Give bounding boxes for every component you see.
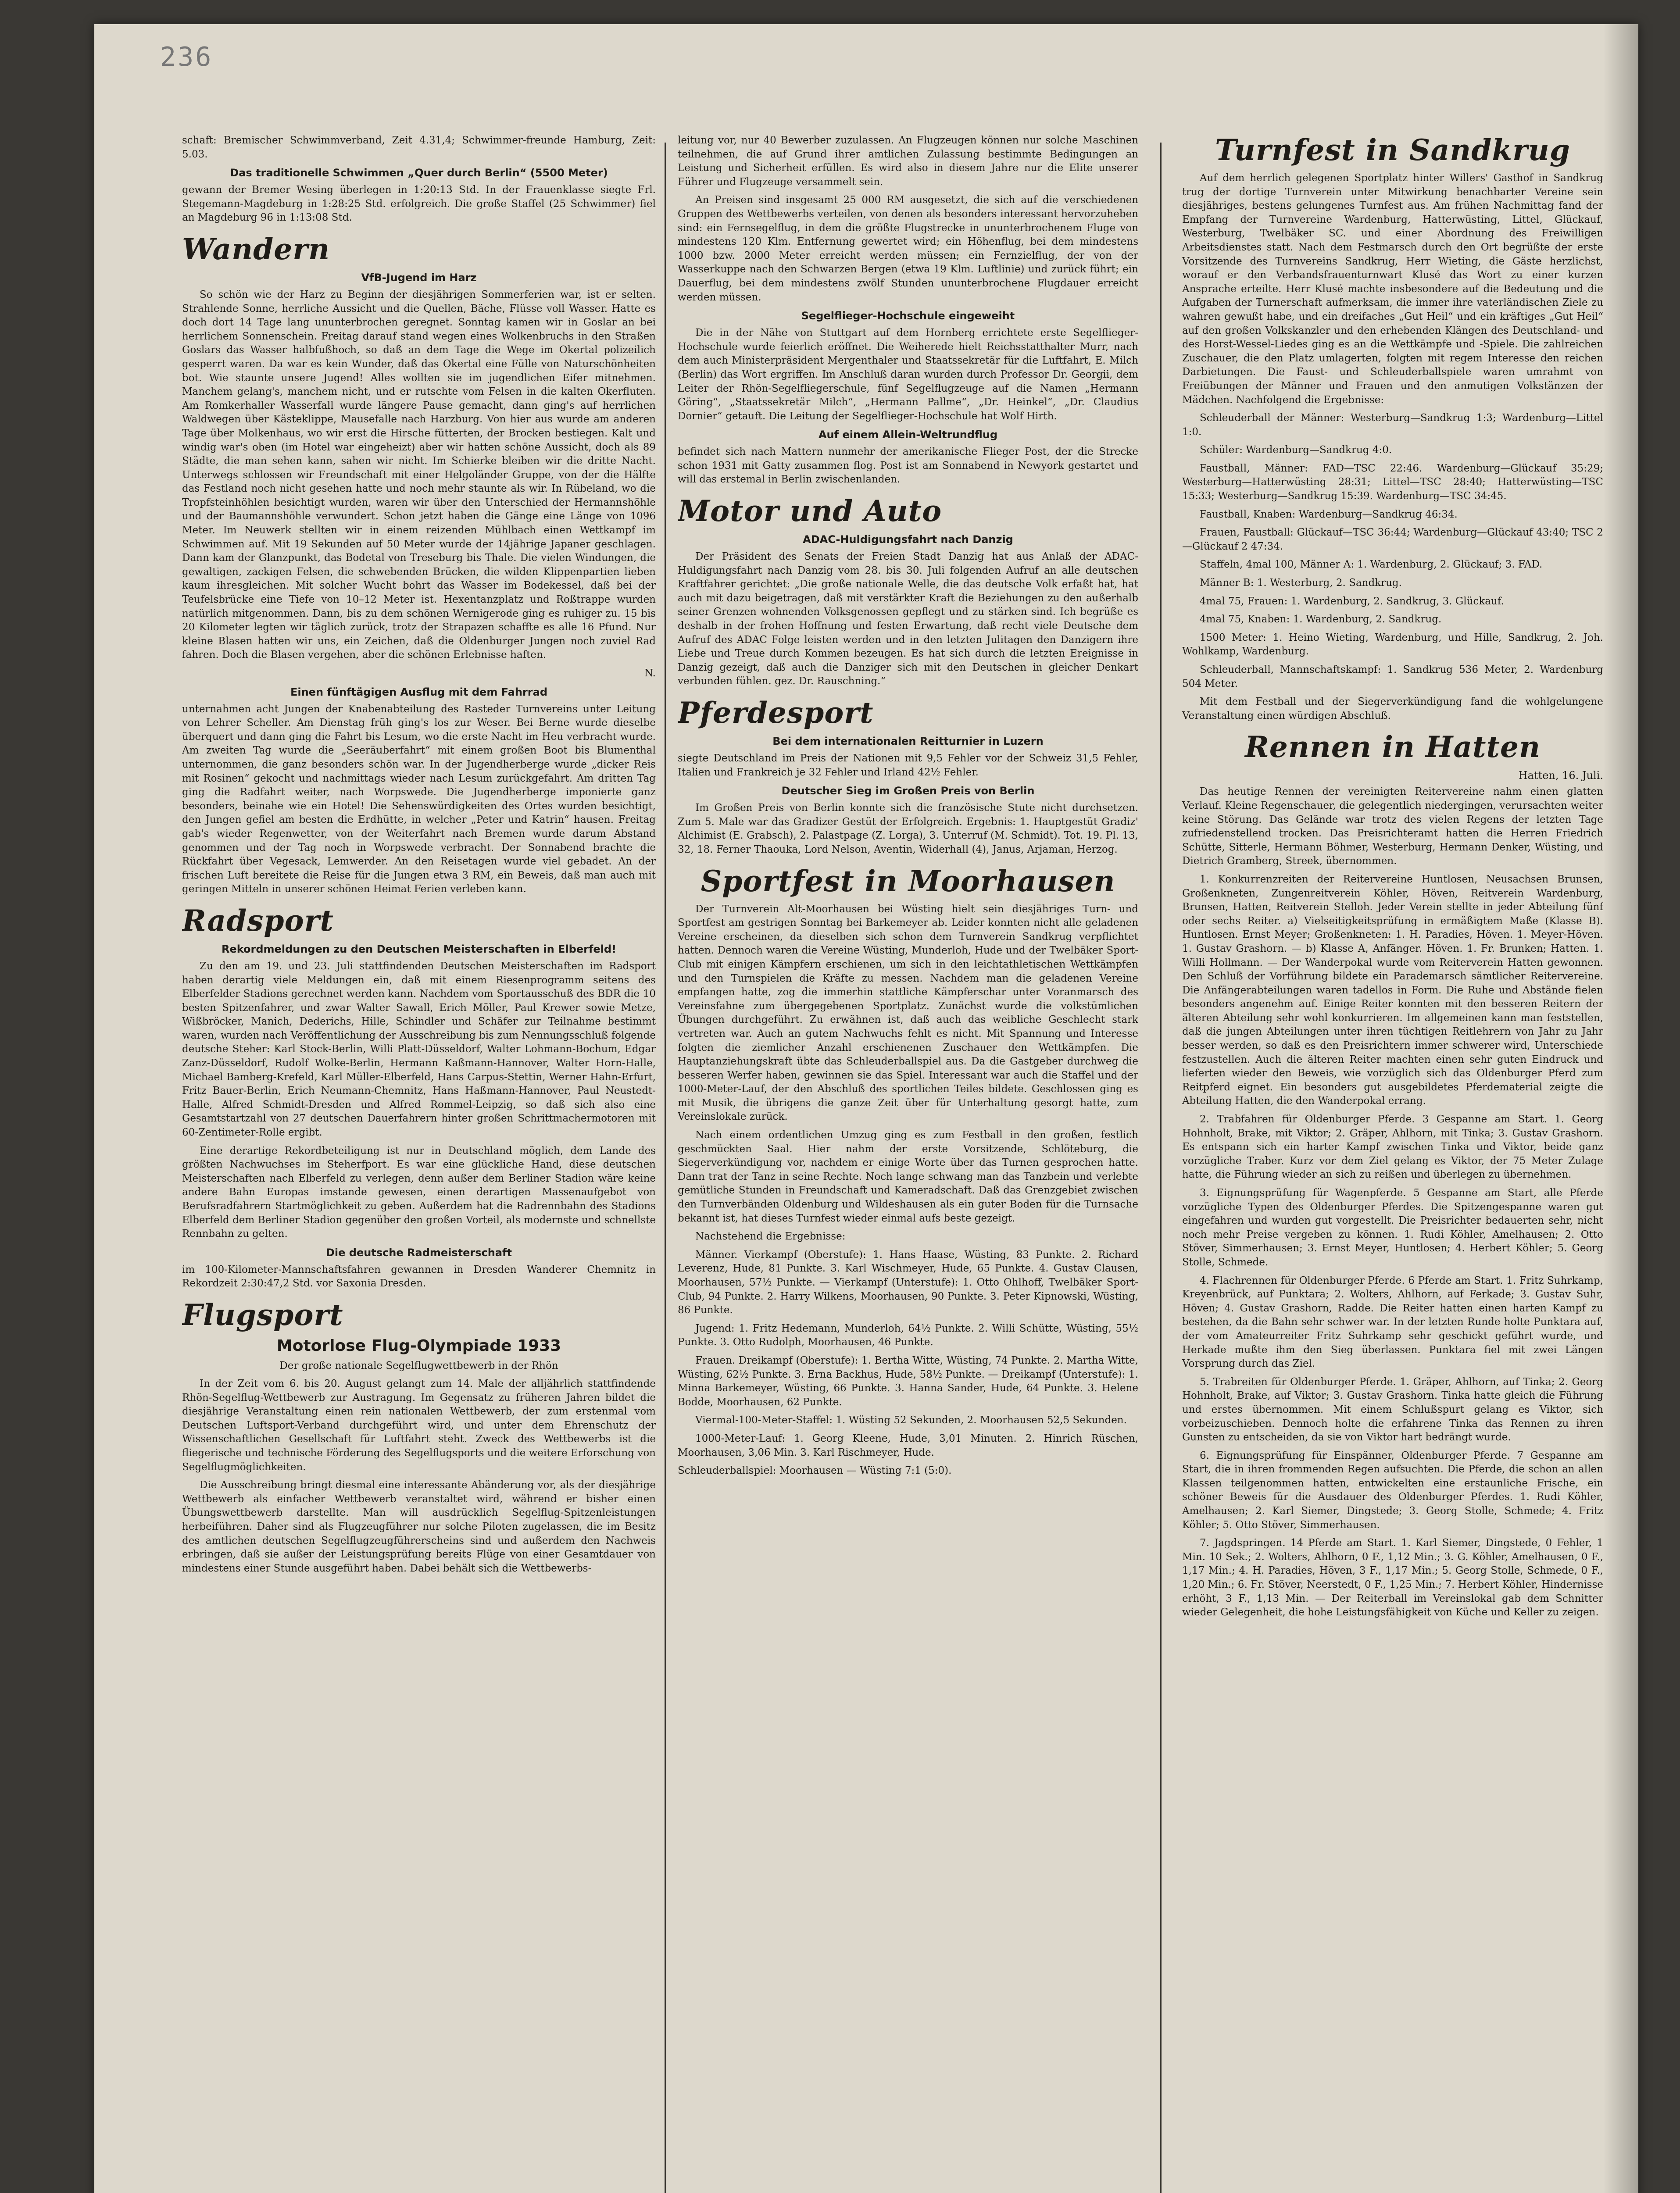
article-text: schaft: Bremischer Schwimmverband, Zeit 4.31,4; Schwimmer-freunde Hamburg, Zeit: 5.03. — [182, 135, 656, 160]
article-text: befindet sich nach Mattern nunmehr der amerikanische Flieger Post, der die Strecke schon 1931 mit Gatty zusammen flog. Post ist am Sonnabend in Newyork gestartet und will das erstemal in Berlin zwischenlanden. — [678, 446, 1138, 486]
section-heading-flugsport: Flugsport — [182, 1297, 343, 1332]
column-rule — [1160, 143, 1162, 2193]
article-text: Nach einem ordentlichen Umzug ging es zum Festball in den großen, festlich geschmückten Saal. Hier nahm der erste Vorsitzende, Schlöteburg, die Siegerverkündigung vor, nachdem er einige Worte über das Turnen gesprochen hatte. Dann trat der Tanz in seine Rechte. Noch lange schwang man das Tanzbein und verlebte gemütliche Stunden in Freundschaft und Kameradschaft. Daß das Grenzgebiet zwischen den Turnverbänden Oldenburg und Wildeshausen als ein guter Boden für die Turnsache bekannt ist, hat dieses Turnfest wieder einmal aufs beste gezeigt. — [678, 1129, 1138, 1224]
article-text: Die Ausschreibung bringt diesmal eine interessante Abänderung vor, als der diesjährige Wettbewerb als einfacher Wettbewerb veranstaltet wird, während er bisher einen Übungswettbewerb darstellte. Man will ausdrücklich Segelflug-Spitzenleistungen herbeiführen. Daher sind als Flugzeugführer nur solche Piloten zugelassen, die im Besitz des amtlichen deutschen Segelflugzeugführerscheins sind und außerdem den Nachweis erbringen, daß sie außer der Leistungsprüfung bereits Flüge von einer Gesamtdauer von mindestens einer Stunde ausgeführt haben. Dabei behält sich die Wettbewerbs- — [182, 1479, 656, 1574]
section-heading-sportfest: Sportfest in Moorhausen — [701, 864, 1115, 898]
dateline: Hatten, 16. Juli. — [1518, 769, 1603, 782]
article-text: 5. Trabreiten für Oldenburger Pferde. 1. Gräper, Ahlhorn, auf Tinka; 2. Georg Hohnholt, Brake, auf Viktor; 3. Gustav Grashorn. Tinka hatte gleich die Führung und erstes übernommen. Mit einem Schlußspurt gelang es Viktor, sich vorbeizuschieben. Dennoch holte die erfahrene Tinka das Rennen zu ihren Gunsten zu entscheiden, da sie von Viktor hart bedrängt wurde. — [1182, 1376, 1603, 1443]
section-heading-pferdesport: Pferdesport — [678, 696, 874, 730]
subheading: Bei dem internationalen Reitturnier in Luzern — [772, 735, 1044, 747]
subheading: Die deutsche Radmeisterschaft — [326, 1246, 512, 1259]
subheading-line: Der große nationale Segelflugwettbewerb in der Rhön — [279, 1360, 558, 1372]
author-signature: N. — [644, 668, 656, 679]
subheading: Motorlose Flug-Olympiade 1933 — [276, 1336, 561, 1355]
results-text: 4mal 75, Frauen: 1. Wardenburg, 2. Sandkrug, 3. Glückauf. — [1200, 595, 1504, 607]
article-text: An Preisen sind insgesamt 25 000 RM ausgesetzt, die sich auf die verschiedenen Gruppen des Wettbewerbs verteilen, von denen als besonders interessant hervorzuheben sind: ein Fernsegelflug, in dem die größte Flugstrecke in ununterbrochenem Fluge von mindestens 120 Klm. Entfernung gewertet wird; ein Höhenflug, bei dem mindestens 1000 bzw. 2000 Meter erreicht werden müssen; ein Fernzielflug, der von der Wasserkuppe nach den Schwarzen Bergen (etwa 19 Klm. Luftlinie) und zurück führt; ein Dauerflug, bei dem mindestens zwölf Stunden ununterbrochene Flugdauer erreicht werden müssen. — [678, 194, 1138, 303]
page-shadow — [1603, 24, 1638, 2193]
section-heading-radsport: Radsport — [182, 903, 334, 938]
column-rule — [665, 143, 666, 2193]
article-text: 1. Konkurrenzreiten der Reitervereine Huntlosen, Neusachsen Brunsen, Großenkneten, Zungenreitverein Köhler, Höven, Reitverein Wardenburg, Brunsen, Hatten, Reitverein Stelloh. Jeder Verein stellte in jeder Abteilung fünf oder sechs Reiter. a) Vielseitigkeitsprüfung in ermäßigtem Maße (Klasse B). Huntlosen. Ernst Meyer; Großenkneten: 1. H. Paradies, Höven. 1. Meyer-Höven. 1. Gustav Grashorn. — b) Klasse A, Anfänger. Höven. 1. Fr. Brunken; Hatten. 1. Willi Hollmann. — Der Wanderpokal wurde vom Reiterverein Hatten gewonnen. Den Schluß der Vorführung bildete ein Parademarsch sämtlicher Reitervereine. Die Anfängerabteilungen waren tadellos in Form. Die Ruhe und Abstände fielen besonders angenehm auf. Einige Reiter konnten mit den besseren Reitern der älteren Abteilung sehr wohl konkurrieren. Im allgemeinen kann man feststellen, daß die jungen Abteilungen unter ihren tüchtigen Reitlehrern von Jahr zu Jahr besser werden, so daß es den Preisrichtern immer schwerer wird, Unterschiede festzustellen. Auch die älteren Reiter machten einen sehr guten Eindruck und lieferten wieder den Beweis, wie vorzüglich sich das Oldenburger Pferd zum Reitpferd eignet. Ein besonders gut ausgebildetes Pferdematerial zeigte die Abteilung Hatten, die den Wanderpokal errang. — [1182, 873, 1603, 1107]
results-text: Faustball, Männer: FAD—TSC 22:46. Wardenburg—Glückauf 35:29; Westerburg—Hatterwüsting 28:31; Littel—TSC 28:40; Hatterwüsting—TSC 15:33; Westerburg—Sandkrug 15:39. Wardenburg—TSC 34:45. — [1182, 462, 1603, 502]
article-text: So schön wie der Harz zu Beginn der diesjährigen Sommerferien war, ist er selten. Strahlende Sonne, herrliche Aussicht und die Quellen, Bäche, Flüsse voll Wasser. Hatte es doch dort 14 Tage lang ununterbrochen geregnet. Sonntag kamen wir in Goslar an bei herrlichem Sonnenschein. Freitag darauf stand wegen eines Wolkenbruchs in den Straßen Goslars das Wasser halbfußhoch, so daß an dem Tage die Wege im Okertal polizeilich gesperrt waren. Da war es kein Wunder, daß das Okertal eine Fülle von Naturschönheiten bot. Wie staunte unsere Jugend! Alles wollten sie im jugendlichen Eifer mitnehmen. Manchem gelang's, manchem nicht, und er rutschte vom Felsen in die kalten Okerfluten. Am Romkerhaller Wasserfall wurde längere Pause gemacht, dann ging's auf herrlichen Waldwegen über Kästeklippe, Mausefalle nach Harzburg. Von hier aus wurde am anderen Tage über Molkenhaus, wo wir erst die Hirsche fütterten, der Brocken bestiegen. Kalt und windig war's oben (im Hotel war eingeheizt) aber wir hatten schöne Aussicht, doch als 89 Städte, die man sehen kann, sahen wir nicht. Im Schierke bleiben wir die dritte Nacht. Unterwegs schlossen wir Freundschaft mit einer Helgoländer Gruppe, von der die Hälfte das Festland noch nicht gesehen hatte und noch mehr staunte als wir. In Rübeland, wo die Tropfsteinhöhlen besichtigt wurden, waren wir über den Unterschied der Hermannshöhle und der Baumannshöhle verwundert. Schon jetzt haben die Gänge eine Länge von 1096 Meter. Im Neuwerk stellten wir in einem reizenden Mühlbach einen Wettkampf im Schwimmen auf. Mit 19 Sekunden auf 50 Meter wurde der 14jährige Japaner geschlagen. Dann kam der Glanzpunkt, das Bodetal von Treseburg bis Thale. Die vielen Windungen, die gewaltigen, zackigen Felsen, die schwebenden Brücken, die wilden Klippenpartien lieben kaum ihresgleichen. Mit solcher Wucht bohrt das Wasser im Bodekessel, daß bei der Teufelsbrücke eine Tiefe von 10–12 Meter ist. Hexentanzplatz und Roßtrappe wurden natürlich mitgenommen. Dann, bis zu dem schönen Wernigerode ging es ruhiger zu. 15 bis 20 Kilometer legten wir täglich zurück, trotz der Strapazen schaffte es alle 16 Pfund. Nur kleine Blasen hatten wir uns, ein Zeichen, daß die Oldenburger Jungen noch zuviel Rad fahren. Doch die Blasen vergehen, aber die schönen Erlebnisse haften. — [182, 289, 656, 661]
results-text: Staffeln, 4mal 100, Männer A: 1. Wardenburg, 2. Glückauf; 3. FAD. — [1200, 559, 1543, 571]
subheading: Das traditionelle Schwimmen „Quer durch Berlin“ (5500 Meter) — [230, 167, 608, 179]
article-text: 2. Trabfahren für Oldenburger Pferde. 3 Gespanne am Start. 1. Georg Hohnholt, Brake, mit Viktor; 2. Gräper, Ahlhorn, mit Tinka; 3. Gustav Grashorn. Es entspann sich ein harter Kampf zwischen Tinka und Viktor, beide ganz vorzügliche Traber. Kurz vor dem Ziel gelang es Viktor, der 75 Meter Zulage hatte, die Führung wieder an sich zu reißen und überlegen zu übernehmen. — [1182, 1114, 1603, 1181]
article-text: Der Präsident des Senats der Freien Stadt Danzig hat aus Anlaß der ADAC-Huldigungsfahrt nach Danzig vom 28. bis 30. Juli folgenden Aufruf an alle deutschen Kraftfahrer gerichtet: „Die große nationale Welle, die das deutsche Volk erfaßt hat, hat auch mit dazu beigetragen, daß mit verstärkter Kraft die Beziehungen zu den außerhalb seiner Grenzen wohnenden Volksgenossen gepflegt und zu stärken sind. Ich begrüße es deshalb in der frohen Hoffnung und festen Erwartung, daß recht viele Deutsche dem Aufruf des ADAC Folge leisten werden und in den letzten Julitagen den Danzigern ihre Liebe und Treue durch Kommen bezeugen. Es hat sich durch die letzten Ereignisse in Danzig gezeigt, daß auch die Danziger sich mit den Deutschen in gleicher Denkart verbunden fühlen. gez. Dr. Rauschning.“ — [678, 551, 1138, 687]
results-text: Schleuderball der Männer: Westerburg—Sandkrug 1:3; Wardenburg—Littel 1:0. — [1182, 412, 1603, 438]
results-text: Faustball, Knaben: Wardenburg—Sandkrug 46:34. — [1200, 508, 1458, 520]
column-middle — [678, 134, 1138, 2193]
subheading: Auf einem Allein-Weltrundflug — [818, 429, 998, 441]
article-text: Auf dem herrlich gelegenen Sportplatz hinter Willers' Gasthof in Sandkrug trug der dortige Turnverein unter Mitwirkung benachbarter Vereine sein diesjähriges, bestens gelungenes Turnfest aus. Am frühen Nachmittag fand der Empfang der Turnvereine Wardenburg, Hatterwüsting, Littel, Glückauf, Westerburg, Twelbäker SC. und einer Abordnung des Freiwilligen Arbeitsdienstes statt. Nach dem Festmarsch durch den Ort begrüßte der erste Vorsitzende des Turnvereins Sandkrug, Herr Wieting, die Gäste herzlichst, worauf er den Verbandsfrauenturnwart Klusé das Wort zu einer kurzen Ansprache erteilte. Herr Klusé machte insbesondere auf die Bedeutung und die Aufgaben der Turnerschaft aufmerksam, die immer ihre vaterländischen Ziele zu wahren gewußt habe, und ein dreifaches „Gut Heil“ und ein kräftiges „Gut Heil“ auf den großen Volkskanzler und den erhebenden Klängen des Deutschland- und des Horst-Wessel-Liedes ging es an die Wettkämpfe und -Spiele. Die zahlreichen Zuschauer, die den Platz umlagerten, folgten mit regem Interesse den reichen Darbietungen. Die Faust- und Schleuderballspiele waren umrahmt von Freiübungen der Männer und Frauen und den anmutigen Volkstänzen der Mädchen. Nachfolgend die Ergebnisse: — [1182, 172, 1603, 406]
article-text: Nachstehend die Ergebnisse: — [695, 1231, 846, 1243]
article-text: Mit dem Festball und der Siegerverkündigung fand die wohlgelungene Veranstaltung einen würdigen Abschluß. — [1182, 696, 1603, 721]
subheading: Segelflieger-Hochschule eingeweiht — [801, 310, 1015, 322]
article-text: Die in der Nähe von Stuttgart auf dem Hornberg errichtete erste Segelflieger-Hochschule wurde feierlich eröffnet. Die Weiherede hielt Reichsstatthalter Murr, nach dem auch Ministerpräsident Mergenthaler und Staatssekretär für die Luftfahrt, E. Milch (Berlin) das Wort ergriffen. Im Anschluß daran wurden durch Professor Dr. Georgii, dem Leiter der Rhön-Segelfliegerschule, fünf Segelflugzeuge auf die Namen „Hermann Göring“, „Staatssekretär Milch“, „Hermann Pallme“, „Dr. Heinkel“, „Dr. Claudius Dornier“ getauft. Die Leitung der Segelflieger-Hochschule hat Wolf Hirth. — [678, 327, 1138, 422]
subheading: Einen fünftägigen Ausflug mit dem Fahrrad — [290, 686, 547, 698]
article-text: Eine derartige Rekordbeteiligung ist nur in Deutschland möglich, dem Lande des größten Nachwuchses im Steherfport. Es war eine glückliche Hand, diese deutschen Meisterschaften nach Elberfeld zu verlegen, denn außer dem Berliner Stadion wäre keine andere Bahn Europas imstande gewesen, einen derartigen Massenaufgebot von Berufsradfahrern Startmöglichkeit zu geben. Außerdem hat die Radrennbahn des Stadions Elberfeld dem Berliner Stadion gegenüber den großen Vorteil, als modernste und schnellste Rennbahn zu gelten. — [182, 1145, 656, 1240]
page-number: 236 — [160, 42, 213, 72]
results-text: Frauen, Faustball: Glückauf—TSC 36:44; Wardenburg—Glückauf 43:40; TSC 2—Glückauf 2 47:34. — [1182, 527, 1603, 552]
article-text: leitung vor, nur 40 Bewerber zuzulassen. An Flugzeugen können nur solche Maschinen teilnehmen, die auf Grund ihrer amtlichen Zulassung bestimmte Bedingungen an Leistung und Sicherheit erfüllen. Es wird also in diesem Jahre nur die Elite unserer Führer und Flugzeuge versammelt sein. — [678, 135, 1138, 188]
article-text: im 100-Kilometer-Mannschaftsfahren gewannen in Dresden Wanderer Chemnitz in Rekordzeit 2:30:47,2 Std. vor Saxonia Dresden. — [182, 1264, 656, 1289]
results-text: Männer B: 1. Westerburg, 2. Sandkrug. — [1200, 577, 1402, 589]
article-text: unternahmen acht Jungen der Knabenabteilung des Rasteder Turnvereins unter Leitung von Lehrer Scheller. Am Dienstag früh ging's los zur Weser. Bei Berne wurde dieselbe überquert und dann ging die Fahrt bis Lesum, wo die erste Nacht im Heu verbracht wurde. Am zweiten Tag wurde die „Seeräuberfahrt“ mit einem großen Boot bis Blumenthal unternommen, die ganz besonders schön war. In der Jugendherberge wurde „dicker Reis mit Rosinen“ gekocht und nachmittags wieder nach Lesum zurückgefahrt. Am dritten Tag ging die Radfahrt weiter, nach Worpswede. Die Jugendherberge imponierte ganz besonders, beinahe wie ein Hotel! Die Sehenswürdigkeiten des Ortes wurden besichtigt, den Jungen gefiel am besten die Erdhütte, in welcher „Peter und Katrin“ hausen. Freitag gab's wieder Regenwetter, von der Weiterfahrt nach Bremen wurde darum Abstand genommen und der Tag noch in Worpswede verbracht. Der Sonnabend brachte die Rückfahrt über Vegesack, Lemwerder. An den Reisetagen wurde viel gebadet. An der frischen Luft bereitete die Reise für die Jungen etwa 3 RM, ein Beweis, daß man auch mit geringen Mitteln in unserer schönen Heimat Ferien verleben kann. — [182, 703, 656, 895]
article-text: In der Zeit vom 6. bis 20. August gelangt zum 14. Male der alljährlich stattfindende Rhön-Segelflug-Wettbewerb zur Austragung. Im Gegensatz zu früheren Jahren bildet die diesjährige Veranstaltung einen rein nationalen Wettbewerb, der zum erstenmal vom Deutschen Luftsport-Verband durchgeführt wird, und unter dem Ehrenschutz der Wissenschaftlichen Gesellschaft für Luftfahrt steht. Zweck des Wettbewerbs ist die fliegerische und technische Förderung des Segelflugsports und die weitere Erforschung von Segelflugmöglichkeiten. — [182, 1378, 656, 1473]
subheading: Deutscher Sieg im Großen Preis von Berlin — [781, 785, 1035, 797]
results-text: Schleuderballspiel: Moorhausen — Wüsting 7:1 (5:0). — [678, 1465, 952, 1477]
section-heading-motor: Motor und Auto — [678, 494, 942, 529]
article-text: Zu den am 19. und 23. Juli stattfindenden Deutschen Meisterschaften im Radsport haben derartig viele Meldungen ein, daß mit einem Riesenprogramm seitens des Elberfelder Stadions gerechnet werden kann. Nachdem vom Sportausschuß des BDR die 10 besten Spitzenfahrer, und zwar Walter Sawall, Erich Möller, Paul Krewer sowie Metze, Wißbröcker, Manich, Dederichs, Hille, Schindler und Schäfer zur Teilnahme bestimmt waren, wurden nach Veröffentlichung der Ausschreibung bis zum Nennungsschluß folgende deutsche Steher: Karl Stock-Berlin, Willi Platt-Düsseldorf, Walter Lohmann-Bochum, Edgar Zanz-Düsseldorf, Rudolf Wolke-Berlin, Hermann Kaßmann-Hannover, Walter Horn-Halle, Michael Bamberg-Krefeld, Karl Müller-Elberfeld, Hans Carpus-Stettin, Werner Hahn-Erfurt, Fritz Bauer-Berlin, Erich Neumann-Chemnitz, Hans Haßmann-Hannover, Paul Neustedt-Halle, Alfred Schmidt-Dresden und Alfred Rommel-Leipzig, so daß sich also eine Gesamtstartzahl von 27 deutschen Dauerfahrern hinter großen Schrittmachermotoren mit 60-Zentimeter-Rolle ergibt. — [182, 960, 656, 1139]
section-heading-wandern: Wandern — [182, 232, 330, 266]
results-text: Schleuderball, Mannschaftskampf: 1. Sandkrug 536 Meter, 2. Wardenburg 504 Meter. — [1182, 664, 1603, 689]
results-text: Frauen. Dreikampf (Oberstufe): 1. Bertha Witte, Wüsting, 74 Punkte. 2. Martha Witte, Wüsting, 62½ Punkte. 3. Erna Backhus, Hude, 58½ Punkte. — Dreikampf (Unterstufe): 1. Minna Barkemeyer, Wüsting, 66 Punkte. 3. Hanna Sander, Hude, 64 Punkte. 3. Helene Bodde, Moorhausen, 62 Punkte. — [678, 1354, 1138, 1408]
column-left — [182, 134, 656, 2193]
results-text: Männer. Vierkampf (Oberstufe): 1. Hans Haase, Wüsting, 83 Punkte. 2. Richard Leverenz, Hude, 81 Punkte. 3. Karl Wischmeyer, Hude, 65 Punkte. 4. Gustav Clausen, Moorhausen, 57½ Punkte. — Vierkampf (Unterstufe): 1. Otto Ohlhoff, Twelbäker Sport-Club, 94 Punkte. 2. Harry Wilkens, Moorhausen, 90 Punkte. 3. Peter Kipnowski, Wüsting, 86 Punkte. — [678, 1249, 1138, 1316]
newspaper-page — [94, 24, 1638, 2193]
section-heading-rennen: Rennen in Hatten — [1245, 730, 1541, 764]
results-text: 1000-Meter-Lauf: 1. Georg Kleene, Hude, 3,01 Minuten. 2. Hinrich Rüschen, Moorhausen, 3,06 Min. 3. Karl Rischmeyer, Hude. — [678, 1432, 1138, 1458]
article-text: siegte Deutschland im Preis der Nationen mit 9,5 Fehler vor der Schweiz 31,5 Fehler, Italien und Frankreich je 32 Fehler und Irland 42½ Fehler. — [678, 753, 1138, 778]
subheading: ADAC-Huldigungsfahrt nach Danzig — [803, 533, 1013, 546]
section-heading-turnfest: Turnfest in Sandkrug — [1215, 134, 1571, 167]
results-text: Jugend: 1. Fritz Hedemann, Munderloh, 64½ Punkte. 2. Willi Schütte, Wüsting, 55½ Punkte. 3. Otto Rudolph, Moorhausen, 46 Punkte. — [678, 1322, 1138, 1348]
article-text: 4. Flachrennen für Oldenburger Pferde. 6 Pferde am Start. 1. Fritz Suhrkamp, Kreyenbrück, auf Punktara; 2. Wolters, Ahlhorn, auf Ferkade; 3. Gustav Suhr, Höven; 4. Gustav Grashorn, Radde. Die Reiter hatten einen harten Kampf zu bestehen, da die Bahn sehr schwer war. In der letzten Runde holte Punktara auf, der vom Amateurreiter Fritz Suhrkamp sehr geschickt geführt wurde, und Herkade mußte ihm den Sieg überlassen. Punktara fiel mit zwei Längen Vorsprung durch das Ziel. — [1182, 1275, 1603, 1370]
article-text: Im Großen Preis von Berlin konnte sich die französische Stute nicht durchsetzen. Zum 5. Male war das Gradizer Gestüt der Erfolgreich. Ergebnis: 1. Hauptgestüt Gradiz' Alchimist (E. Grabsch), 2. Palastpage (Z. Lorga), 3. Unterruf (M. Schmidt). Tot. 19. Pl. 13, 32, 18. Ferner Thaouka, Lord Nelson, Aventin, Widerhall (4), Janus, Arjaman, Herzog. — [678, 802, 1138, 855]
results-text: 4mal 75, Knaben: 1. Wardenburg, 2. Sandkrug. — [1200, 614, 1442, 625]
article-text: 6. Eignungsprüfung für Einspänner, Oldenburger Pferde. 7 Gespanne am Start, die in ihren frommenden Regen aufsuchten. Die Pferde, die schon an allen Klassen teilgenommen hatten, entwickelten eine erstaunliche Frische, ein schöner Beweis für die Ausdauer des Oldenburger Pferdes. 1. Rudi Köhler, Amelhausen; 2. Karl Siemer, Dingstede; 3. Georg Stolle, Schmede; 4. Fritz Köhler; 5. Otto Stöver, Simmerhausen. — [1182, 1450, 1603, 1531]
article-text: Das heutige Rennen der vereinigten Reitervereine nahm einen glatten Verlauf. Kleine Regenschauer, die gelegentlich niedergingen, verursachten weiter keine Störung. Das Gelände war trotz des vielen Regens der letzten Tage zufriedenstellend trocken. Das Preisrichteramt hatten die Herren Friedrich Schütte, Sitterle, Hermann Böhmer, Westerburg, Hermann Denker, Wüsting, und Dietrich Gramberg, Streek, übernommen. — [1182, 786, 1603, 867]
article-text: Der Turnverein Alt-Moorhausen bei Wüsting hielt sein diesjähriges Turn- und Sportfest am gestrigen Sonntag bei Barkemeyer ab. Leider konnten nicht alle geladenen Vereine erscheinen, da dieselben sich schon dem Turnverein Sandkrug verpflichtet hatten. Dennoch waren die Vereine Wüsting, Munderloh, Hude und der Twelbäker Sport-Club mit einigen Kämpfern erschienen, um sich in den leichtathletischen Wettkämpfen und den Turnspielen die Kräfte zu messen. Nachdem man die geladenen Vereine empfangen hatte, zog die immerhin stattliche Kämpferschar unter Voranmarsch des Vereinsfahne zum übergegebenen Sportplatz. Zunächst wurde die volkstümlichen Übungen durchgeführt. Zu erwähnen ist, daß auch das weibliche Geschlecht stark vertreten war. Auch an gutem Nachwuchs fehlt es nicht. Mit Spannung und Interesse folgten die ziemlicher Anzahl erschienenen Zuschauer den Wettkämpfen. Die Hauptanziehungskraft übte das Schleuderballspiel aus. Da die Gastgeber durchweg die besseren Werfer haben, gewinnen sie das Spiel. Interessant war auch die Staffel und der 1000-Meter-Lauf, der den Abschluß des sportlichen Teiles bildete. Geschlossen ging es mit Musik, die übrigens die ganze Zeit über für Unterhaltung gesorgt hatte, zum Vereinslokale zurück. — [678, 903, 1138, 1123]
results-text: Viermal-100-Meter-Staffel: 1. Wüsting 52 Sekunden, 2. Moorhausen 52,5 Sekunden. — [695, 1414, 1127, 1426]
column-right — [1182, 134, 1603, 2193]
article-text: gewann der Bremer Wesing überlegen in 1:20:13 Std. In der Frauenklasse siegte Frl. Stegemann-Magdeburg in 1:28:25 Std. erfolgreich. Die große Staffel (25 Schwimmer) fiel an Magdeburg 96 in 1:13:08 Std. — [182, 184, 656, 224]
subheading: Rekordmeldungen zu den Deutschen Meisterschaften in Elberfeld! — [221, 943, 617, 955]
article-text: 7. Jagdspringen. 14 Pferde am Start. 1. Karl Siemer, Dingstede, 0 Fehler, 1 Min. 10 Sek.; 2. Wolters, Ahlhorn, 0 F., 1,12 Min.; 3. G. Köhler, Amelhausen, 0 F., 1,17 Min.; 4. H. Paradies, Höven, 3 F., 1,17 Min.; 5. Georg Stolle, Schmede, 0 F., 1,20 Min.; 6. Fr. Stöver, Neerstedt, 0 F., 1,25 Min.; 7. Herbert Köhler, Hindernisse erhöht, 3 F., 1,13 Min. — Der Reiterball im Vereinslokal gab dem Schnitter wieder Gelegenheit, die hohe Leistungsfähigkeit von Küche und Keller zu zeigen. — [1182, 1537, 1603, 1618]
article-text: 3. Eignungsprüfung für Wagenpferde. 5 Gespanne am Start, alle Pferde vorzügliche Typen des Oldenburger Pferdes. Die Spitzengespanne waren gut eingefahren und wurden gut vorgestellt. Die Preisrichter bedauerten sehr, nicht noch mehr Preise vergeben zu können. 1. Rudi Köhler, Amelhausen; 2. Otto Stöver, Simmerhausen; 3. Ernst Meyer, Huntlosen; 4. Herbert Köhler; 5. Georg Stolle, Schmede. — [1182, 1187, 1603, 1268]
results-text: Schüler: Wardenburg—Sandkrug 4:0. — [1200, 444, 1392, 456]
results-text: 1500 Meter: 1. Heino Wieting, Wardenburg, und Hille, Sandkrug, 2. Joh. Wohlkamp, Wardenburg. — [1182, 632, 1603, 657]
subheading: VfB-Jugend im Harz — [361, 271, 477, 284]
